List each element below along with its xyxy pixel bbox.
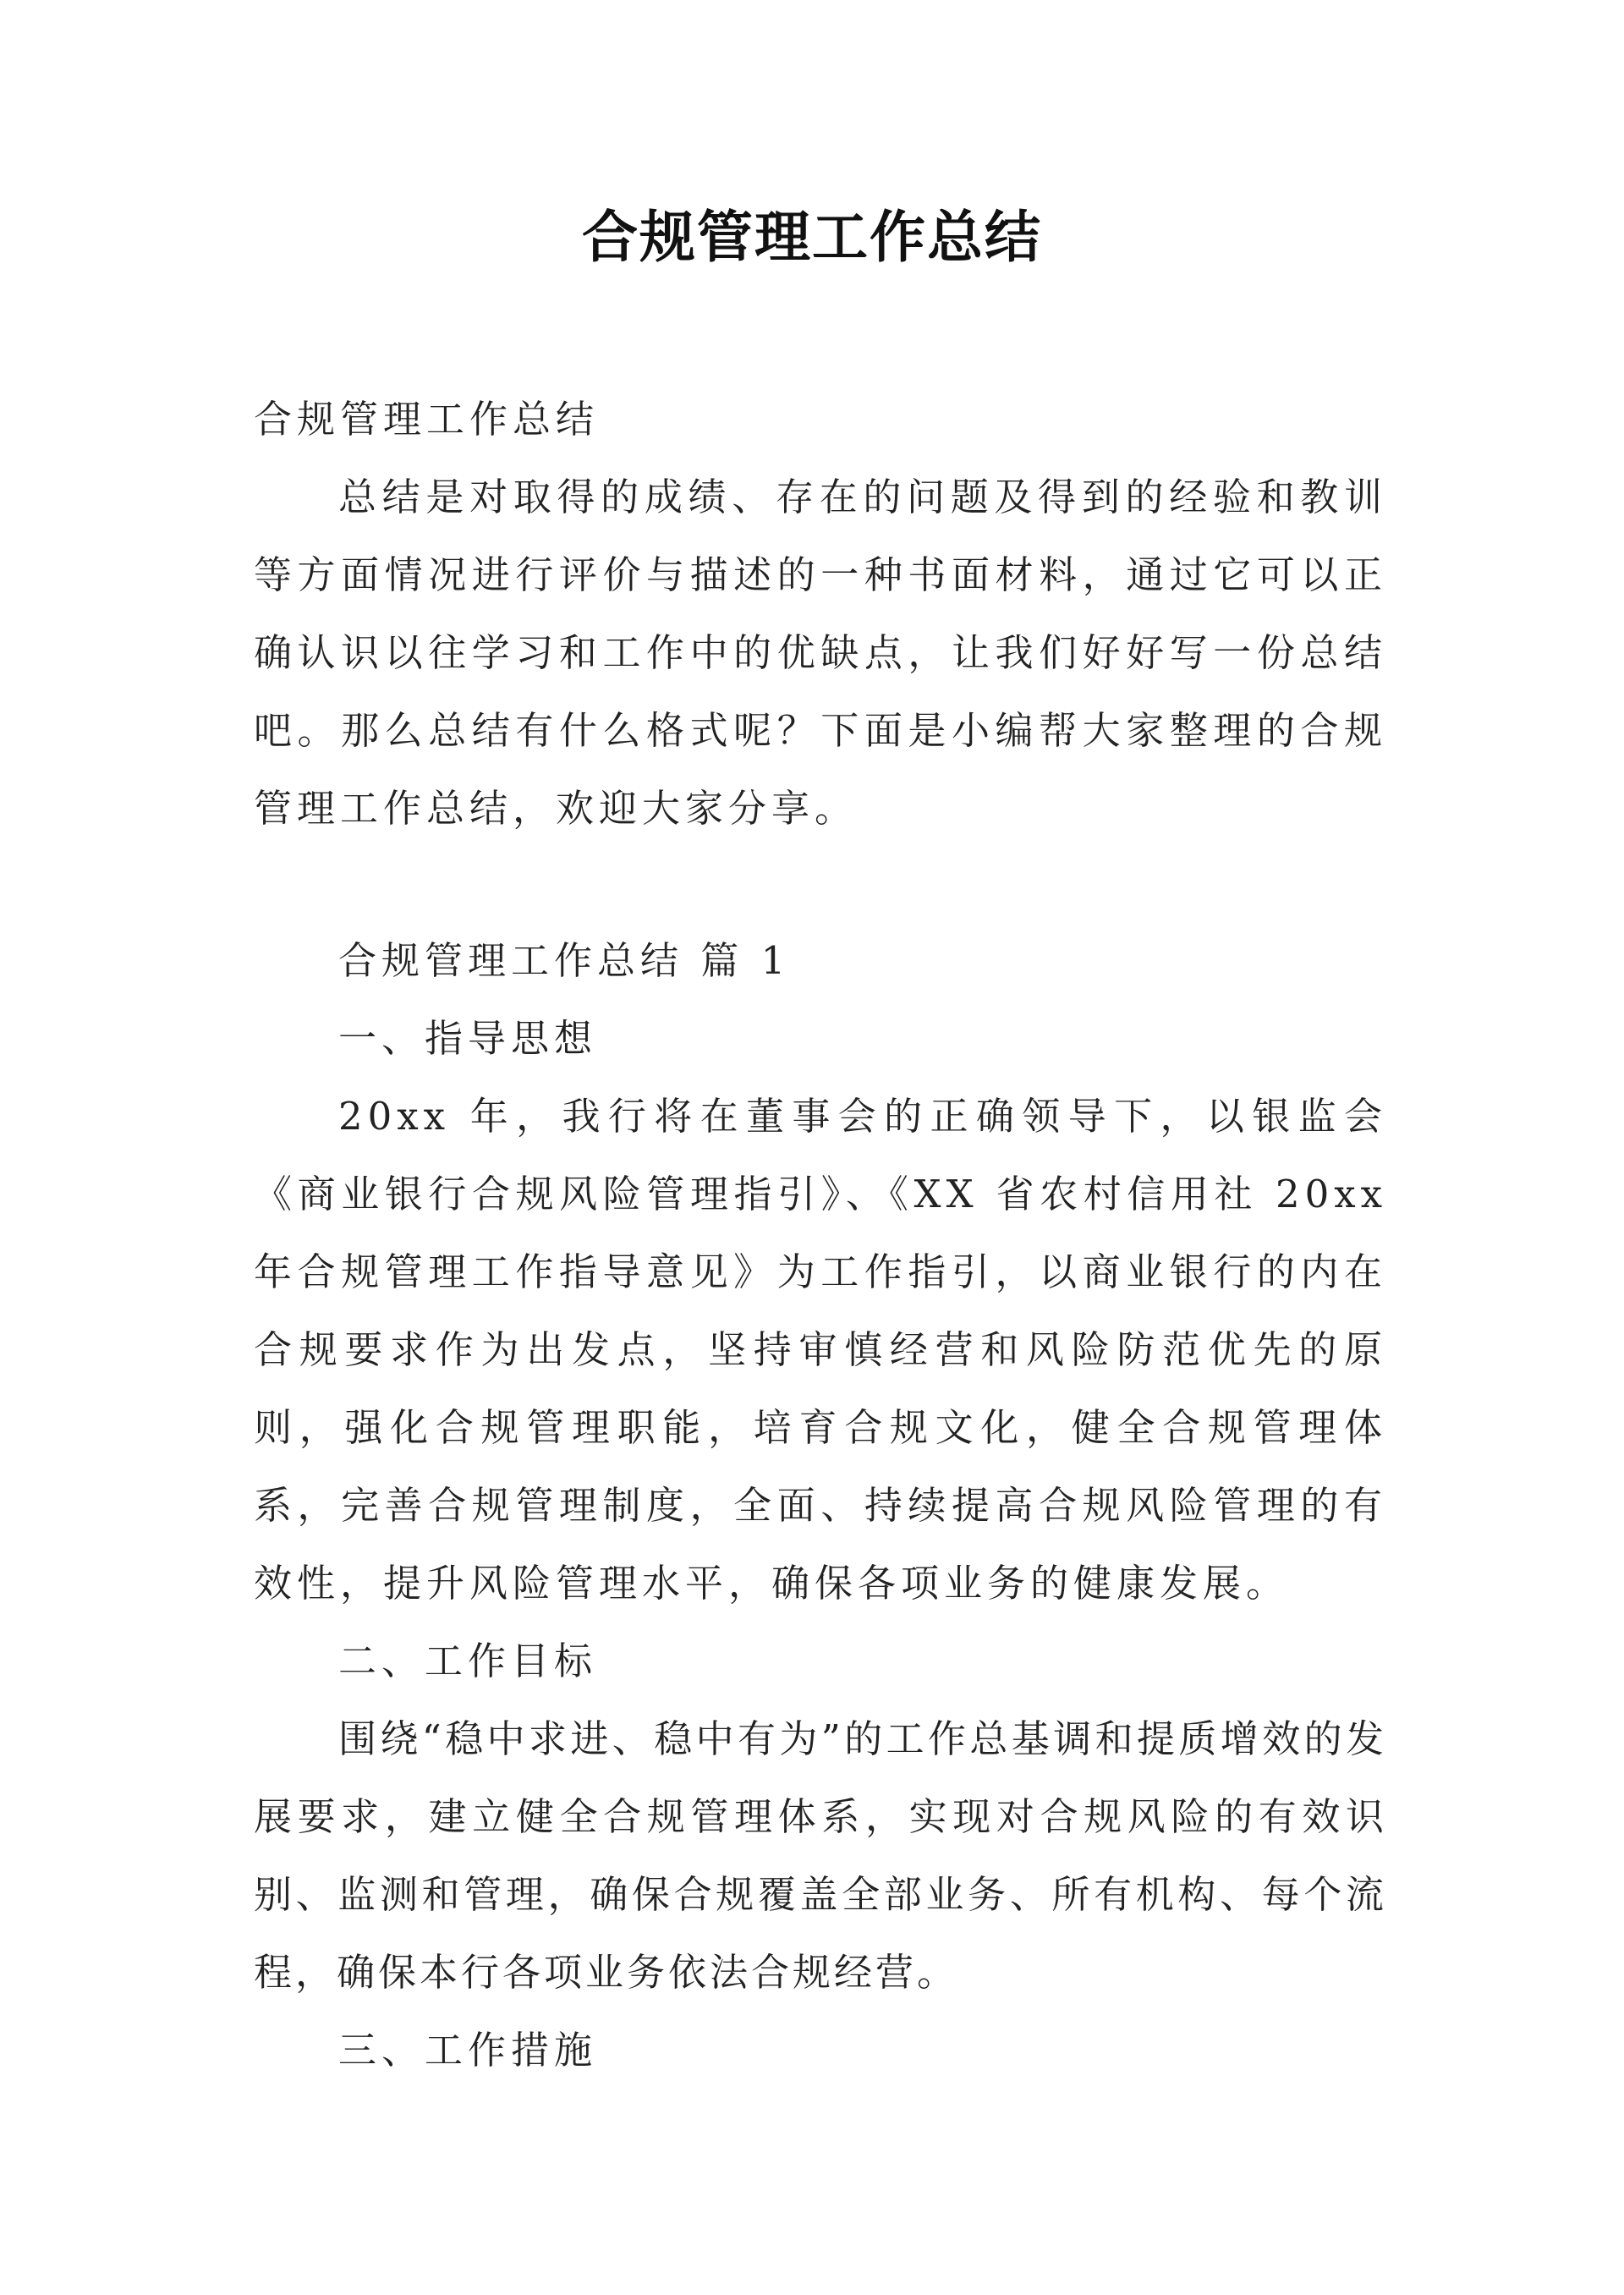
paragraph-guiding-principle: 20xx 年，我行将在董事会的正确领导下，以银监会《商业银行合规风险管理指引》、《XX 省农村信用社 20xx 年合规管理工作指导意见》为工作指引，以商业银行的内在合规要求作为出发点，坚持审慎经营和风险防范优先的原则，强化合规管理职能，培育合规文化，健全合规管理体系，完善合规管理制度，全面、持续提高合规风险管理的有效性，提升风险管理水平，确保各项业务的健康发展。	[254, 1094, 1387, 1606]
paragraph-gap	[254, 848, 1387, 922]
heading-guiding-principle: 一、指导思想	[338, 1016, 598, 1061]
document-subtitle: 合规管理工作总结	[254, 397, 600, 442]
heading-work-goals: 二、工作目标	[338, 1639, 598, 1683]
document-title: 合规管理工作总结	[582, 204, 1042, 270]
section-title: 合规管理工作总结 篇 1	[338, 938, 791, 983]
intro-paragraph: 总结是对取得的成绩、存在的问题及得到的经验和教训等方面情况进行评价与描述的一种书面材料，通过它可以正确认识以往学习和工作中的优缺点，让我们好好写一份总结吧。那么总结有什么格式呢？下面是小编帮大家整理的合规管理工作总结，欢迎大家分享。	[254, 475, 1387, 831]
document-body	[254, 381, 1387, 2089]
heading-work-measures: 三、工作措施	[338, 2028, 598, 2073]
paragraph-work-goals: 围绕“稳中求进、稳中有为”的工作总基调和提质增效的发展要求，建立健全合规管理体系，实现对合规风险的有效识别、监测和管理，确保合规覆盖全部业务、所有机构、每个流程，确保本行各项业务依法合规经营。	[254, 1716, 1387, 1995]
